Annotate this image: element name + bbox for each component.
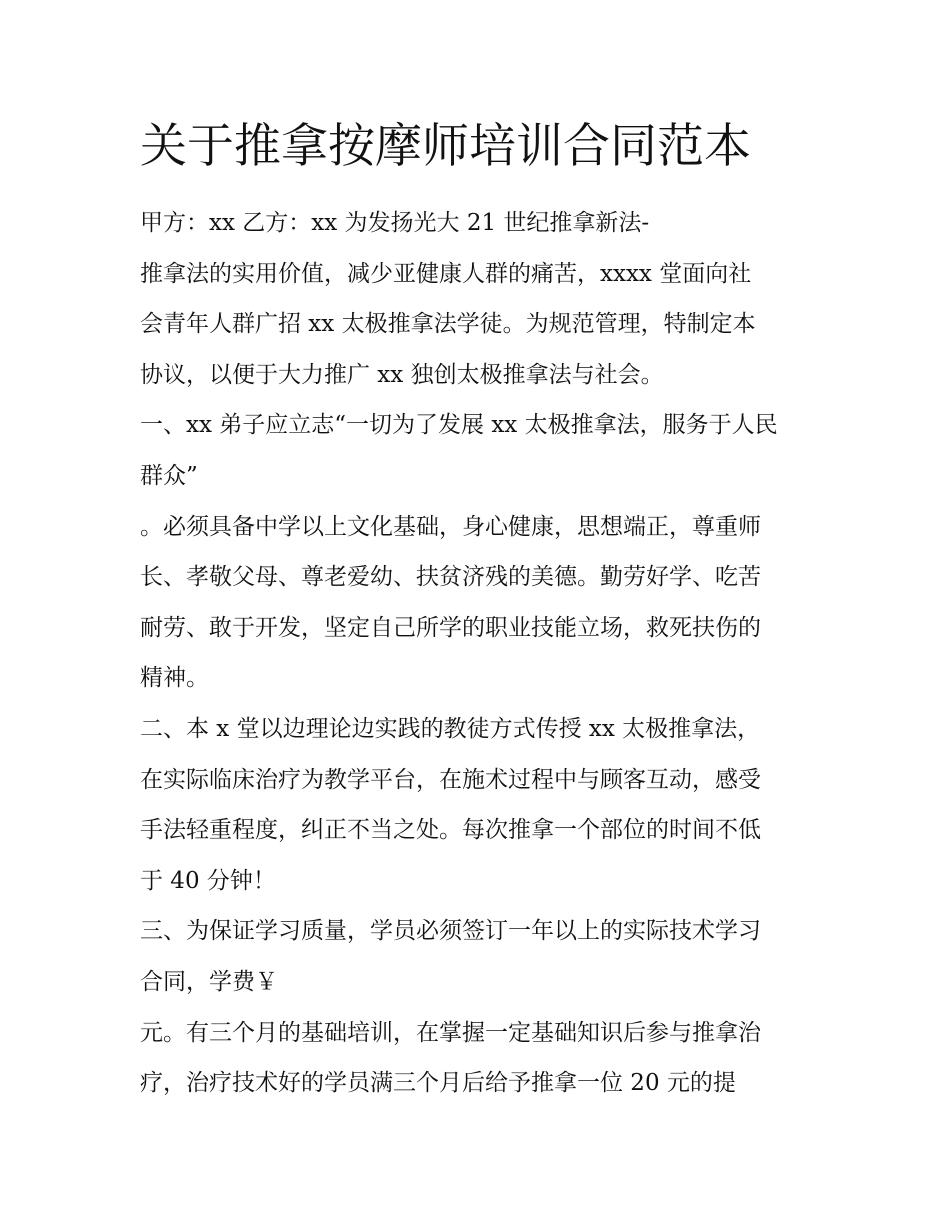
- body-line: 于 40 分钟！: [140, 867, 276, 894]
- body-line: 手法轻重程度，纠正不当之处。每次推拿一个部位的时间不低: [140, 817, 761, 844]
- body-line: 精神。: [140, 665, 209, 692]
- body-line: 元。有三个月的基础培训，在掌握一定基础知识后参与推拿治: [140, 1019, 761, 1046]
- body-line: 二、本 x 堂以边理论边实践的教徒方式传授 xx 太极推拿法，: [140, 715, 761, 742]
- body-line: 。必须具备中学以上文化基础，身心健康，思想端正，尊重师: [140, 513, 761, 540]
- body-line: 三、为保证学习质量，学员必须签订一年以上的实际技术学习: [140, 918, 761, 945]
- body-line: 合同，学费￥: [140, 968, 278, 995]
- body-line: 协议，以便于大力推广 xx 独创太极推拿法与社会。: [140, 361, 664, 388]
- body-line: 群众”: [140, 462, 198, 489]
- body-line: 甲方：xx 乙方：xx 为发扬光大 21 世纪推拿新法-: [140, 210, 650, 236]
- body-line: 推拿法的实用价值，减少亚健康人群的痛苦，xxxx 堂面向社: [140, 260, 752, 287]
- body-line: 一、xx 弟子应立志“一切为了发展 xx 太极推拿法，服务于人民: [140, 412, 778, 439]
- document-body: [140, 198, 820, 1109]
- body-line: 会青年人群广招 xx 太极推拿法学徒。为规范管理，特制定本: [140, 311, 756, 338]
- body-line: 在实际临床治疗为教学平台，在施术过程中与顾客互动，感受: [140, 766, 761, 793]
- document-title: 关于推拿按摩师培训合同范本: [140, 119, 751, 174]
- body-line: 耐劳、敢于开发，坚定自己所学的职业技能立场，救死扶伤的: [140, 614, 761, 641]
- body-line: 长、孝敬父母、尊老爱幼、扶贫济残的美德。勤劳好学、吃苦: [140, 564, 761, 591]
- body-line: 疗，治疗技术好的学员满三个月后给予推拿一位 20 元的提: [140, 1070, 736, 1097]
